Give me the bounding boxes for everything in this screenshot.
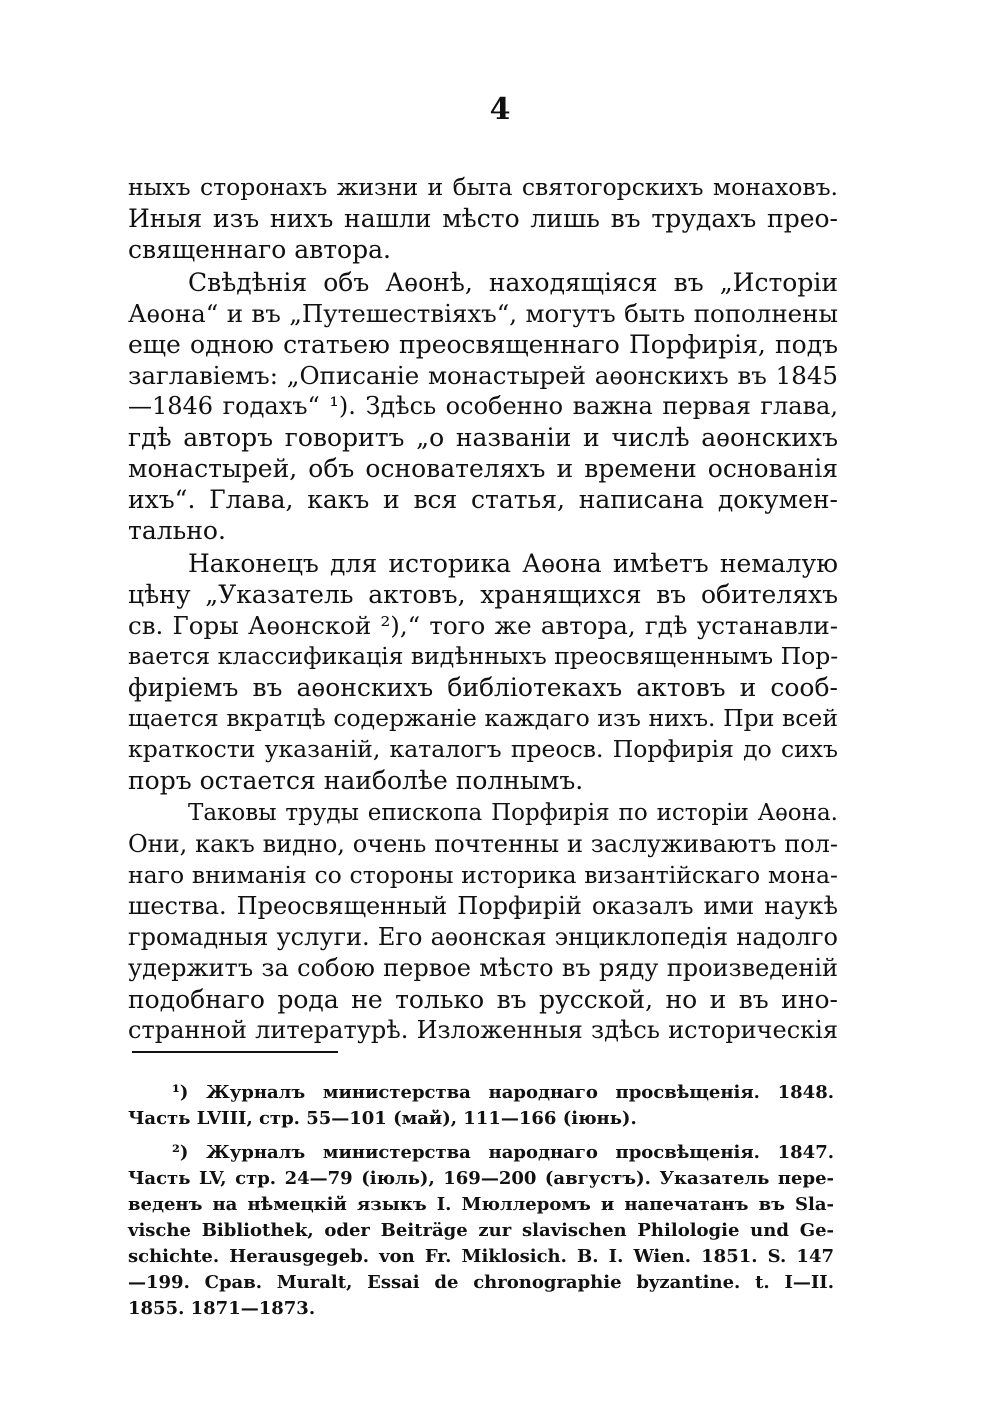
text-line: наго вниманія со стороны историка византійскаго мона- [128, 861, 838, 889]
body-text [128, 172, 838, 1046]
footnote-1 [128, 1080, 834, 1132]
text-line: Наконецъ для историка Аѳона имѣетъ немалую [188, 549, 838, 578]
text-line: вается классификація видѣнныхъ преосвященнымъ Пор- [128, 642, 839, 670]
paragraph [128, 548, 838, 796]
text-line: Они, какъ видно, очень почтенны и заслуживаютъ пол- [128, 830, 838, 858]
paragraph [128, 798, 838, 1046]
text-line: цѣну „Указатель актовъ, хранящихся въ обителяхъ [128, 580, 838, 609]
footnote-line: 1855. 1871—1873. [128, 1298, 316, 1319]
text-line: —1846 годахъ“ ¹). Здѣсь особенно важна первая глава, [128, 392, 838, 420]
text-line: еще одною статьею преосвященнаго Порфирія, подъ [128, 330, 838, 359]
text-line: громадныя услуги. Его аѳонская энциклопедія надолго [128, 923, 838, 951]
text-line: тально. [128, 516, 226, 545]
text-line: гдѣ авторъ говоритъ „о названіи и числѣ аѳонскихъ [128, 423, 838, 452]
footnote-line: schichte. Herausgegeb. von Fr. Miklosich. B. I. Wien. 1851. S. 147 [128, 1246, 834, 1267]
text-line: фиріемъ въ аѳонскихъ библіотекахъ актовъ и сооб- [128, 673, 838, 702]
text-line: Иныя изъ нихъ нашли мѣсто лишь въ трудахъ прео- [128, 204, 838, 233]
footnote-line: ¹) Журналъ министерства народнаго просвѣщенія. 1848. [172, 1082, 834, 1103]
footnote-divider [132, 1051, 338, 1053]
text-line: ихъ“. Глава, какъ и вся статья, написана докумен- [128, 485, 838, 514]
text-line: подобнаго рода не только въ русской, но и въ ино- [128, 985, 838, 1014]
text-line: монастырей, объ основателяхъ и времени основанія [128, 454, 838, 483]
text-line: заглавіемъ: „Описаніе монастырей аѳонскихъ въ 1845 [128, 361, 838, 390]
footnotes [128, 1080, 834, 1322]
text-line: Аѳона“ и въ „Путешествіяхъ“, могутъ быть пополнены [128, 299, 838, 328]
paragraph [128, 172, 838, 265]
footnote-2 [128, 1140, 834, 1322]
footnote-line: Часть LV, стр. 24—79 (іюль), 169—200 (августъ). Указатель пере- [128, 1168, 834, 1189]
footnote-line: веденъ на нѣмецкій языкъ I. Мюллеромъ и напечатанъ въ Sla- [128, 1194, 834, 1215]
text-line: щается вкратцѣ содержаніе каждаго изъ нихъ. При всей [128, 704, 838, 732]
text-line: странной литературѣ. Изложенныя здѣсь историческія [128, 1016, 838, 1044]
text-line: поръ остается наиболѣе полнымъ. [128, 766, 584, 795]
text-line: св. Горы Аѳонской ²),“ того же автора, гдѣ устанавли- [128, 611, 838, 640]
page-number: 4 [489, 92, 511, 127]
text-line: краткости указаній, каталогъ преосв. Порфирія до сихъ [128, 735, 838, 763]
text-line: ныхъ сторонахъ жизни и быта святогорскихъ монаховъ. [128, 173, 838, 201]
text-line: Таковы труды епископа Порфирія по исторіи Аѳона. [188, 800, 838, 826]
footnote-line: vische Bibliothek, oder Beiträge zur slavischen Philologie und Ge- [128, 1220, 834, 1241]
footnote-line: —199. Срав. Muralt, Essai de chronographie byzantine. t. I—II. [128, 1272, 834, 1293]
text-line: Свѣдѣнія объ Аѳонѣ, находящіяся въ „Исторіи [188, 268, 838, 297]
paragraph [128, 267, 838, 546]
text-line: удержитъ за собою первое мѣсто въ ряду произведеній [128, 954, 838, 982]
text-line: шества. Преосвященный Порфирій оказалъ ими наукѣ [128, 892, 838, 920]
text-line: священнаго автора. [128, 235, 391, 264]
footnote-line: Часть LVIII, стр. 55—101 (май), 111—166 (іюнь). [128, 1108, 637, 1129]
footnote-line: ²) Журналъ министерства народнаго просвѣщенія. 1847. [172, 1142, 834, 1163]
